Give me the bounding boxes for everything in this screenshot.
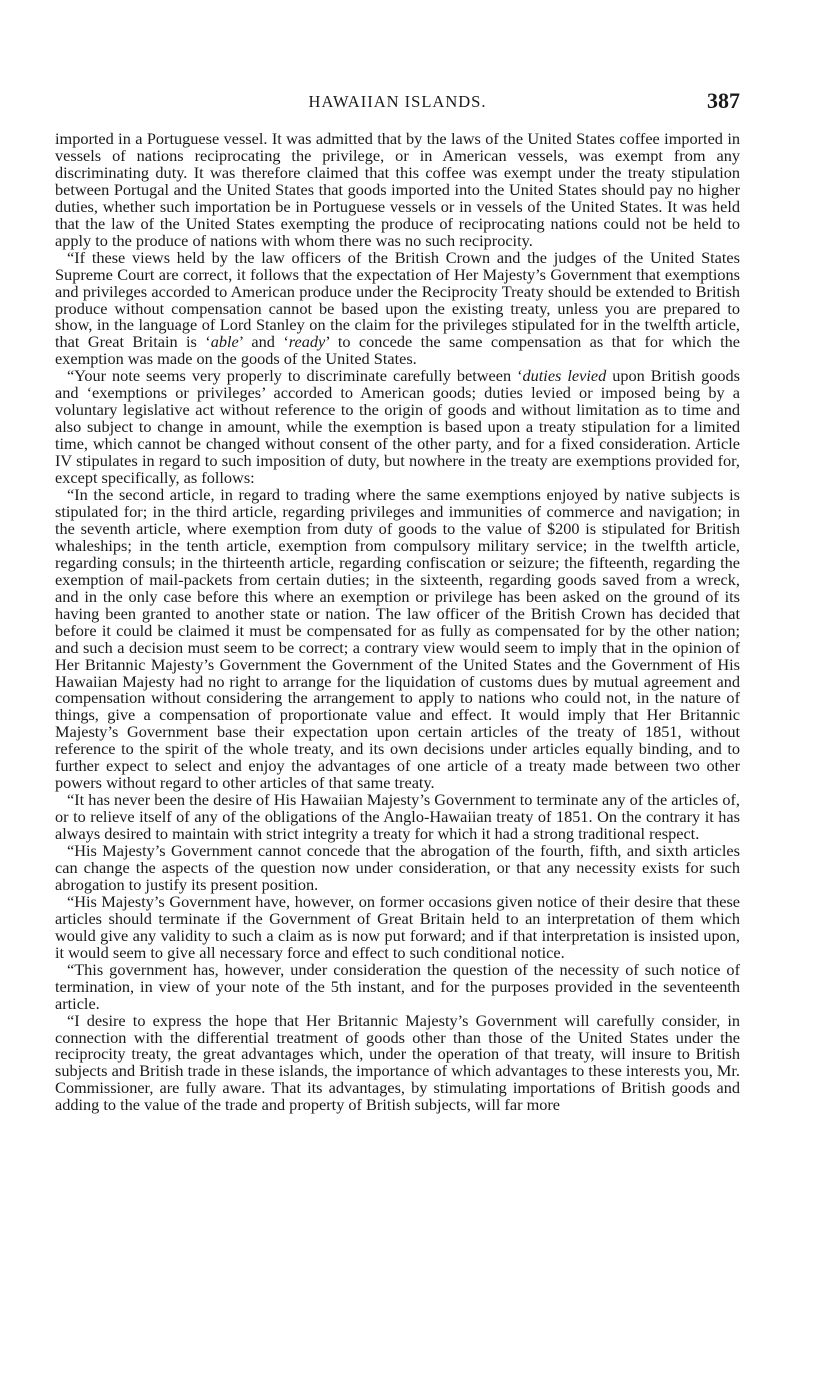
text-run: “This government has, however, under consideration the question of the necessity of such notice of termination, in view of your note of the 5th instant, and for the purposes provided in the seventeenth article. — [55, 959, 740, 1013]
text-run: “His Majesty’s Government have, however, on former occasions given notice of their desire that these articles should terminate if the Government of Great Britain held to an interpretation of them which would give any validity to such a claim as is now put forward; and if that interpretation is insisted upon, it would seem to give all necessary force and effect to such conditional notice. — [55, 891, 740, 962]
text-run: upon British goods and ‘exemptions or privileges’ accorded to American goods; duties levied or imposed being by a voluntary legislative act without reference to the origin of goods and without limitation as to time and also subject to change in amount, while the exemption is based upon a treaty stipulation for a limited time, which cannot be changed without consent of the other party, and for a fixed consideration. Article IV stipulates in regard to such imposition of duty, but nowhere in the treaty are exemptions provided for, except specifically, as follows: — [55, 366, 740, 488]
paragraph — [55, 368, 740, 487]
italic-text: able — [210, 332, 239, 352]
italic-text: duties levied — [522, 366, 607, 386]
paragraph — [55, 959, 740, 1013]
paragraph — [55, 131, 740, 250]
paragraph — [55, 487, 740, 792]
running-title: HAWAIIAN ISLANDS. — [308, 92, 487, 111]
paragraph — [55, 247, 740, 369]
body-text — [55, 131, 740, 1114]
paragraph — [55, 891, 740, 962]
text-run: ’ to concede the same compensation as that for which the exemption was made on the goods of the United States. — [55, 332, 740, 369]
text-run: “His Majesty’s Government cannot concede that the abrogation of the fourth, fifth, and sixth articles can change the aspects of the question now under consideration, or that any necessity exists for such abrogation to justify its present position. — [55, 841, 740, 894]
text-run: “It has never been the desire of His Hawaiian Majesty’s Government to terminate any of the articles of, or to relieve itself of any of the obligations of the Anglo-Hawaiian treaty of 1851. On the contrary it has always desired to maintain with strict integrity a treaty for which it had a strong traditional respect. — [55, 790, 740, 844]
italic-text: ready — [288, 332, 326, 352]
paragraph — [55, 843, 740, 894]
paragraph — [55, 792, 740, 843]
page-number: 387 — [707, 88, 740, 113]
running-head — [55, 88, 740, 118]
text-run: ’ and ‘ — [238, 332, 289, 352]
paragraph — [55, 1010, 740, 1115]
text-run: “I desire to express the hope that Her Britannic Majesty’s Government will carefully consider, in connection with the differential treatment of goods other than those of the United States under the reciprocity treaty, the great advantages which, under the operation of that treaty, will insure to British subjects and British trade in these islands, the importance of which advantages to these interests you, Mr. Commissioner, are fully aware. That its advantages, by stimulating importations of British goods and adding to the value of the trade and property of British subjects, will far more — [55, 1010, 740, 1115]
text-run: imported in a Portuguese vessel. It was admitted that by the laws of the United States coffee imported in vessels of nations reciprocating the privilege, or in American vessels, was exempt from any discriminating duty. It was therefore claimed that this coffee was exempt under the treaty stipulation between Portugal and the United States that goods imported into the United States should pay no higher duties, whether such importation be in Portuguese vessels or in vessels of the United States. It was held that the law of the United States exempting the produce of reciprocating nations could not be held to apply to the produce of nations with whom there was no such reciprocity. — [55, 129, 740, 250]
text-run: “Your note seems very properly to discriminate carefully between ‘ — [67, 366, 523, 386]
text-run: “If these views held by the law officers of the British Crown and the judges of the United States Supreme Court are correct, it follows that the expectation of Her Majesty’s Government that exemptions and privileges accorded to American produce under the Reciprocity Treaty should be extended to British produce without compensation cannot be based upon the existing treaty, unless you are prepared to show, in the language of Lord Stanley on the claim for the privileges stipulated for in the twelfth article, that Great Britain is ‘ — [55, 247, 740, 352]
text-run: “In the second article, in regard to trading where the same exemptions enjoyed by native subjects is stipulated for; in the third article, regarding privileges and immunities of commerce and navigation; in the seventh article, where exemption from duty of goods to the value of $200 is stipulated for British whaleships; in the tenth article, exemption from compulsory military service; in the twelfth article, regarding consuls; in the thirteenth article, regarding confiscation or seizure; the fifteenth, regarding the exemption of mail-packets from certain duties; in the sixteenth, regarding goods saved from a wreck, and in the only case before this where an exemption or privilege has been asked on the ground of its having been granted to another state or nation. The law officer of the British Crown has decided that before it could be claimed it must be compensated for as fully as compensated for by the other nation; and such a decision must seem to be correct; a contrary view would seem to imply that in the opinion of Her Britannic Majesty’s Government the Government of the United States and the Government of His Hawaiian Majesty had no right to arrange for the liquidation of customs dues by mutual agreement and compensation without considering the arrangement to apply to nations who could not, in the nature of things, give a compensation of proportionate value and effect. It would imply that Her Britannic Majesty’s Government base their expectation upon certain articles of the treaty of 1851, without reference to the spirit of the whole treaty, and its own decisions under articles equally binding, and to further expect to select and enjoy the advantages of one article of a treaty made between two other powers without regard to other articles of that same treaty. — [55, 485, 740, 793]
